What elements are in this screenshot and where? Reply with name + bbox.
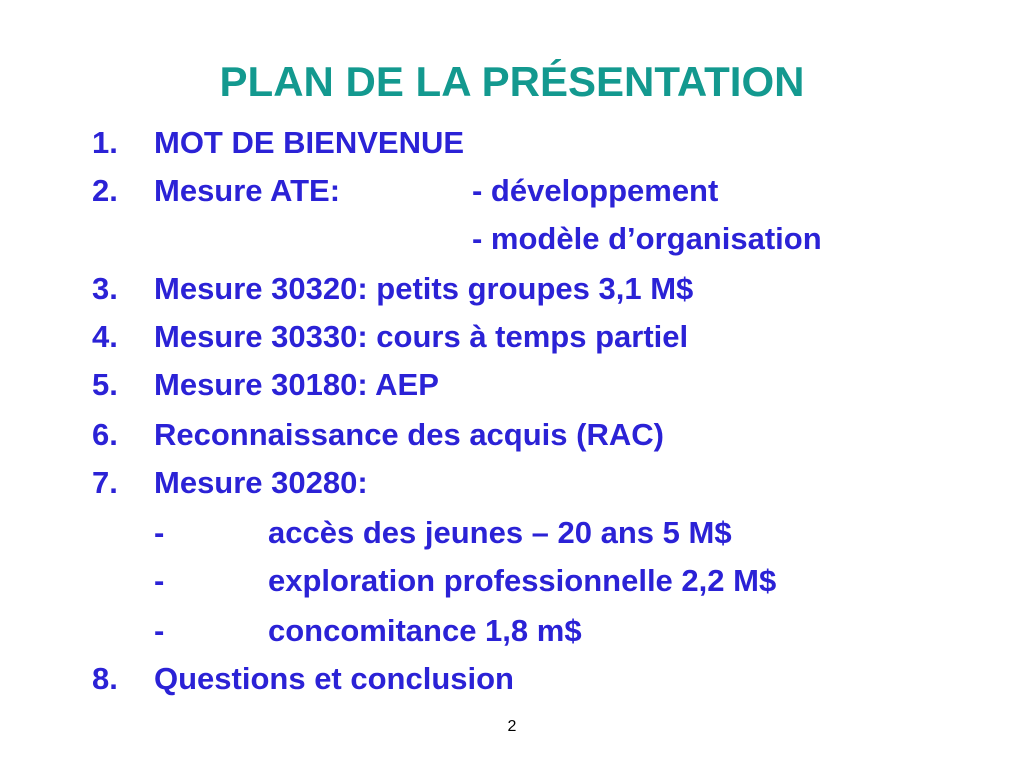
item-number: 8. bbox=[92, 661, 118, 696]
item-text: MOT DE BIENVENUE bbox=[154, 125, 465, 160]
item-number: 7. bbox=[92, 465, 118, 500]
slide-title: PLAN DE LA PRÉSENTATION bbox=[219, 58, 805, 105]
subitem-text: concomitance 1,8 m$ bbox=[268, 613, 582, 648]
subitem-text: exploration professionnelle 2,2 M$ bbox=[268, 563, 777, 598]
subitem-text: accès des jeunes – 20 ans 5 M$ bbox=[268, 515, 732, 550]
item-text: Reconnaissance des acquis (RAC) bbox=[154, 417, 664, 452]
item-number: 6. bbox=[92, 417, 118, 452]
item-text: Mesure 30280: bbox=[154, 465, 368, 500]
item-text: Mesure 30180: AEP bbox=[154, 367, 439, 402]
item-text: Mesure ATE: bbox=[154, 173, 341, 208]
item-number: 1. bbox=[92, 125, 118, 160]
subitem-dash: - bbox=[154, 563, 165, 598]
item-number: 3. bbox=[92, 271, 118, 306]
item-text: Questions et conclusion bbox=[154, 661, 514, 696]
page-number: 2 bbox=[507, 718, 517, 735]
item-text: Mesure 30330: cours à temps partiel bbox=[154, 319, 689, 354]
item-detail: - développement bbox=[472, 173, 719, 208]
item-number: 4. bbox=[92, 319, 118, 354]
subitem-dash: - bbox=[154, 515, 165, 550]
item-number: 2. bbox=[92, 173, 118, 208]
item-number: 5. bbox=[92, 367, 118, 402]
subitem-dash: - bbox=[154, 613, 165, 648]
item-text: Mesure 30320: petits groupes 3,1 M$ bbox=[154, 271, 694, 306]
item-detail: - modèle d’organisation bbox=[472, 221, 822, 256]
